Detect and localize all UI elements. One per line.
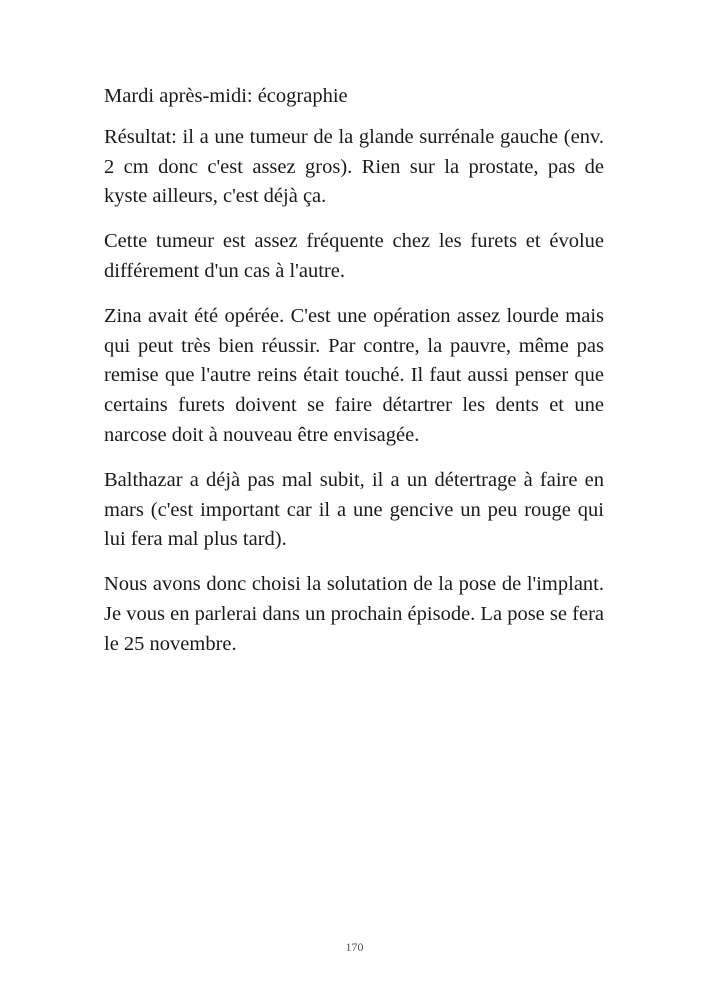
paragraph-balthazar: Balthazar a déjà pas mal subit, il a un détertrage à faire en mars (c'est important car il a une gencive un peu rouge qui lui fera mal plus tard).: [104, 468, 604, 551]
paragraph-zina: Zina avait été opérée. C'est une opération assez lourde mais qui peut très bien réussir. Par contre, la pauvre, même pas remise que l'autre reins était touché. Il faut aussi penser que certains furets doivent se faire détartrer les dents et une narcose doit à nouveau être envisagée.: [104, 304, 604, 446]
paragraph-tumor-info: Cette tumeur est assez fréquente chez les furets et évolue différement d'un cas à l'autre.: [104, 230, 604, 282]
page-number: 170: [345, 940, 364, 954]
paragraph-result: Résultat: il a une tumeur de la glande surrénale gauche (env. 2 cm donc c'est assez gros). Rien sur la prostate, pas de kyste ailleurs, c'est déjà ça.: [104, 125, 604, 208]
paragraph-decision: Nous avons donc choisi la solutation de la pose de l'implant. Je vous en parlerai dans un prochain épisode. La pose se fera le 25 novembre.: [104, 573, 604, 655]
page-body: [104, 82, 604, 675]
section-heading: Mardi après-midi: écographie: [104, 85, 348, 107]
